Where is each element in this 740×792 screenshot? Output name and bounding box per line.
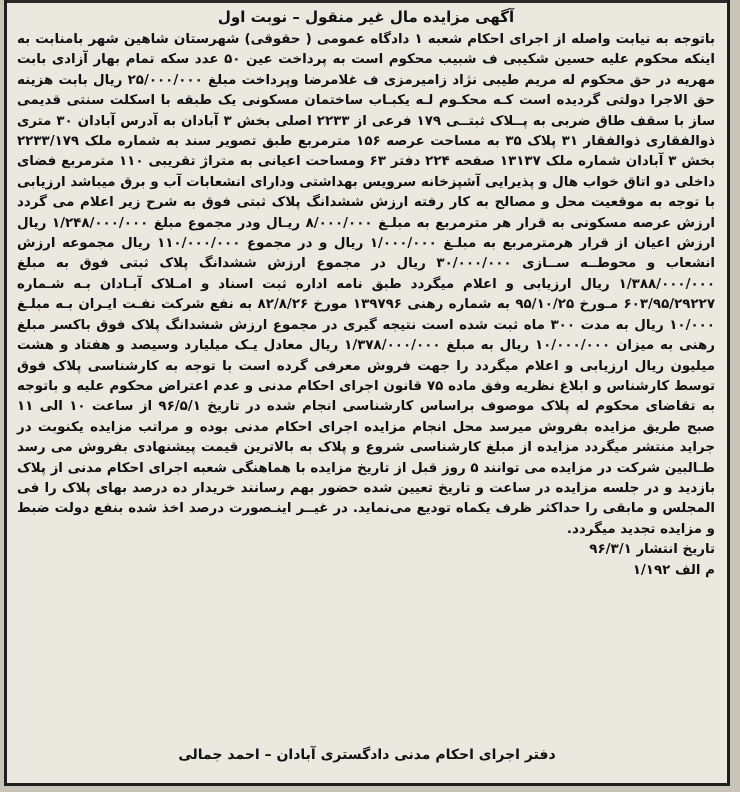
top-edge-rule (7, 0, 727, 3)
notice-clipping (4, 0, 730, 786)
notice-code: م الف ۱/۱۹۲ (632, 562, 715, 578)
signature-line: دفتر اجرای احکام مدنی دادگستری آبادان – احمد جمالی (178, 747, 556, 763)
notice-title: آگهی مزایده مال غیر منقول – نوبت اول (217, 8, 515, 26)
publish-date: تاریخ انتشار ۹۶/۳/۱ (589, 542, 715, 558)
notice-body: باتوجه به نیابت واصله از اجرای احکام شعبه ۱ دادگاه عمومی ( حقوقی) شهرستان شاهین شهر بامنابت به اینکه محکوم علیه حسین شکیبی ف شبیب محکوم است به پرداخت عین ۵۰ عدد سکه تمام بهار آزادی بابت مهریه در حق محکوم له مریم طیبی نژاد زامیرمزی ف غلامرضا وپرداخت مبلغ ۲۵/۰۰۰/۰۰۰ ریال بابت هزینه حق الاجرا دولتی گردیده است کـه محکـوم لـه یکبـاب ساختمان مسکونی یک طبقه با اسکلت سنتی قدیمی ساز با سقف طاق ضربی به پــلاک ثبتــی ۱۷۹ فرعی از ۲۲۳۳ اصلی بخش ۳ آبادان به آدرس آبادان ۳۰ متری ذوالفقاری ذوالفقار ۳۱ پلاک ۳۵ به مساحت عرصه ۱۵۶ مترمربع طبق تصویر سند به شماره ملک ۲۲۳۳/۱۷۹ بخش ۳ آبادان شماره ملک ۱۳۱۳۷ صفحه ۲۲۴ دفتر ۶۳ ومساحت اعیانی به متراژ تقریبی ۱۱۰ مترمربع فضای داخلی دو اتاق خواب هال و پذیرایی آشپزخانه سرویس بهداشتی ودارای انشعابات آب و برق میباشد ارزیابی با توجه به موقعیت محل و مصالح به کار رفته ارزش ششدانگ پلاک ثبتی فوق به شرح زیر اعلام می گردد ارزش عرصه مسکونی به قرار هر مترمربع به مبلـغ ۸/۰۰۰/۰۰۰ ریـال ودر مجموع مبلغ ۱/۲۴۸/۰۰۰/۰۰۰ ریال ارزش اعیان از قرار هرمترمربع به مبلـغ ۱/۰۰۰/۰۰۰ ریال و در مجموع ۱۱۰/۰۰۰/۰۰۰ ریال مجموعه ارزش انشعاب و محوطــه ســازی ۳۰/۰۰۰/۰۰۰ ریال در مجموع ارزش ششدانگ پلاک ثبتی فوق به مبلغ ۱/۳۸۸/۰۰۰/۰۰۰ ریال ارزیابی و اعلام میگردد طبق نامه اداره ثبت اسناد و امـلاک آبـادان بـه شـماره ۶۰۳/۹۵/۲۹۲۲۷ مـورخ ۹۵/۱۰/۲۵ به شماره رهنی ۱۳۹۷۹۶ مورخ ۸۲/۸/۲۶ به نفع شرکت نفـت ایـران بـه مبلـغ ۱۰/۰۰۰ ریال به مدت ۳۰۰ ماه ثبت شده است نتیجه گیری در مجموع ارزش ششدانگ پلاک فوق باکسر مبلغ رهنی به میزان ۱۰/۰۰۰/۰۰۰ ریال به مبلغ ۱/۳۷۸/۰۰۰/۰۰۰ ریال معادل یـک میلیارد وسیصد و هفتاد و هشت میلیون ریال ارزیابی و اعلام میگردد را جهت فروش معرفی گرده است با توجه به کارشناسی پلاک فوق توسط کارشناس و ابلاغ نظریه وفق ماده ۷۵ قانون اجرای احکام مدنی و عدم اعتراض محکوم علیه و باتوجه به تقاضای محکوم له پلاک موصوف براساس کارشناسی انجام شده در تاریخ ۹۶/۵/۱ از ساعت ۱۰ الی ۱۱ صبح طریق مزایده بفروش میرسد محل انجام مزایده اجرای احکام مدنی بوده و مراتب مزایده یکنوبت در جراید منتشر میگردد مزایده از مبلغ کارشناسی شروع و پلاک به بالاترین قیمت پیشنهادی بفروش می رسد طـالبین شرکت در مزایده می توانند ۵ روز قبل از تاریخ مزایده با هماهنگی شعبه اجرای احکام مدنی از پلاک بازدید و در جلسه مزایده در ساعت و تاریخ تعیین شده حضور بهم رسانند خریدار ده درصد بهای پلاک را فی المجلس و مابقی را حداکثر ظرف یکماه تودیع می‌نماید. در غیــر اینـصورت درصد اخذ شده بنفع دولت ضبط و مزایده تجدید میگردد. (17, 32, 716, 537)
